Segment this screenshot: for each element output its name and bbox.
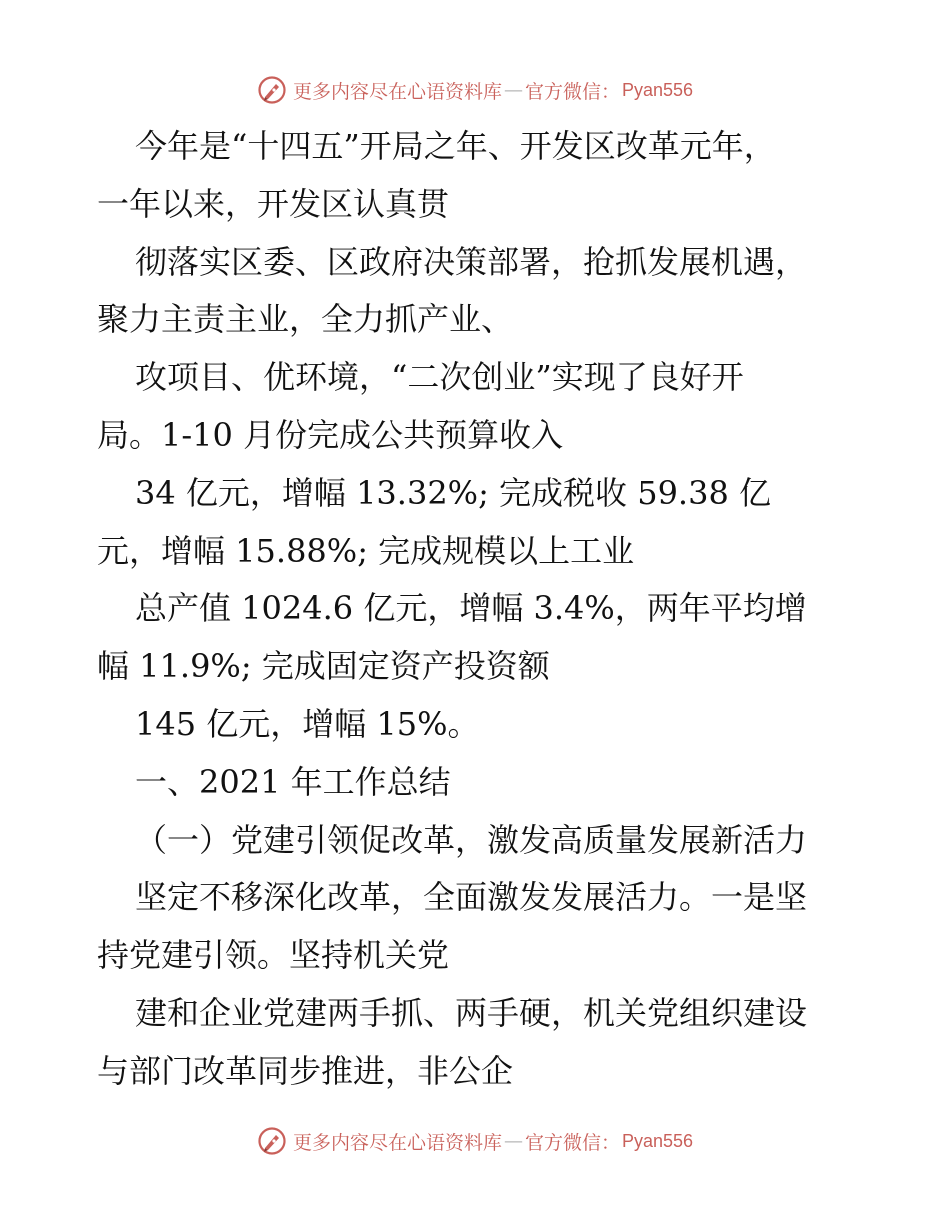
wechat-label: 官方微信：	[524, 1131, 620, 1154]
text-line: 建和企业党建两手抓、两手硬，机关党组织建设	[135, 993, 808, 1032]
text-line: 坚定不移深化改革，全面激发发展活力。一是坚	[135, 878, 808, 917]
text-line: 元，增幅 15.88%; 完成规模以上工业	[97, 531, 635, 570]
separator-text: —	[503, 1130, 523, 1152]
brand-text: 更多内容尽在心语资料库	[292, 80, 502, 103]
footer-watermark-banner	[0, 1121, 950, 1161]
text-line: 今年是“十四五”开局之年、开发区改革元年，	[135, 127, 776, 165]
text-line: 一、2021 年工作总结	[135, 762, 451, 801]
text-line: 总产值 1024.6 亿元，增幅 3.4%，两年平均增	[135, 589, 807, 628]
text-line: （一）党建引领促改革，激发高质量发展新活力	[135, 820, 808, 859]
text-line: 局。1-10 月份完成公共预算收入	[97, 415, 564, 454]
text-line: 34 亿元，增幅 13.32%; 完成税收 59.38 亿	[135, 473, 771, 512]
separator-text: —	[503, 79, 523, 101]
text-line: 持党建引领。坚持机关党	[97, 936, 450, 975]
text-line: 一年以来，开发区认真贯	[97, 184, 450, 223]
text-line: 145 亿元，增幅 15%。	[135, 704, 480, 743]
text-line: 幅 11.9%; 完成固定资产投资额	[97, 647, 550, 686]
wechat-label: 官方微信：	[524, 80, 620, 103]
text-line: 与部门改革同步推进，非公企	[97, 1051, 514, 1090]
text-line: 聚力主责主业，全力抓产业、	[97, 300, 514, 339]
brand-text: 更多内容尽在心语资料库	[292, 1131, 502, 1154]
header-watermark-banner	[0, 70, 950, 110]
pen-logo-icon	[257, 1126, 287, 1156]
wechat-id: Pyan556	[621, 1130, 694, 1151]
pen-logo-icon	[257, 75, 287, 105]
document-body	[97, 118, 857, 1101]
text-line: 彻落实区委、区政府决策部署，抢抓发展机遇，	[135, 242, 808, 281]
wechat-id: Pyan556	[621, 79, 694, 100]
text-line: 攻项目、优环境，“二次创业”实现了良好开	[135, 358, 744, 397]
